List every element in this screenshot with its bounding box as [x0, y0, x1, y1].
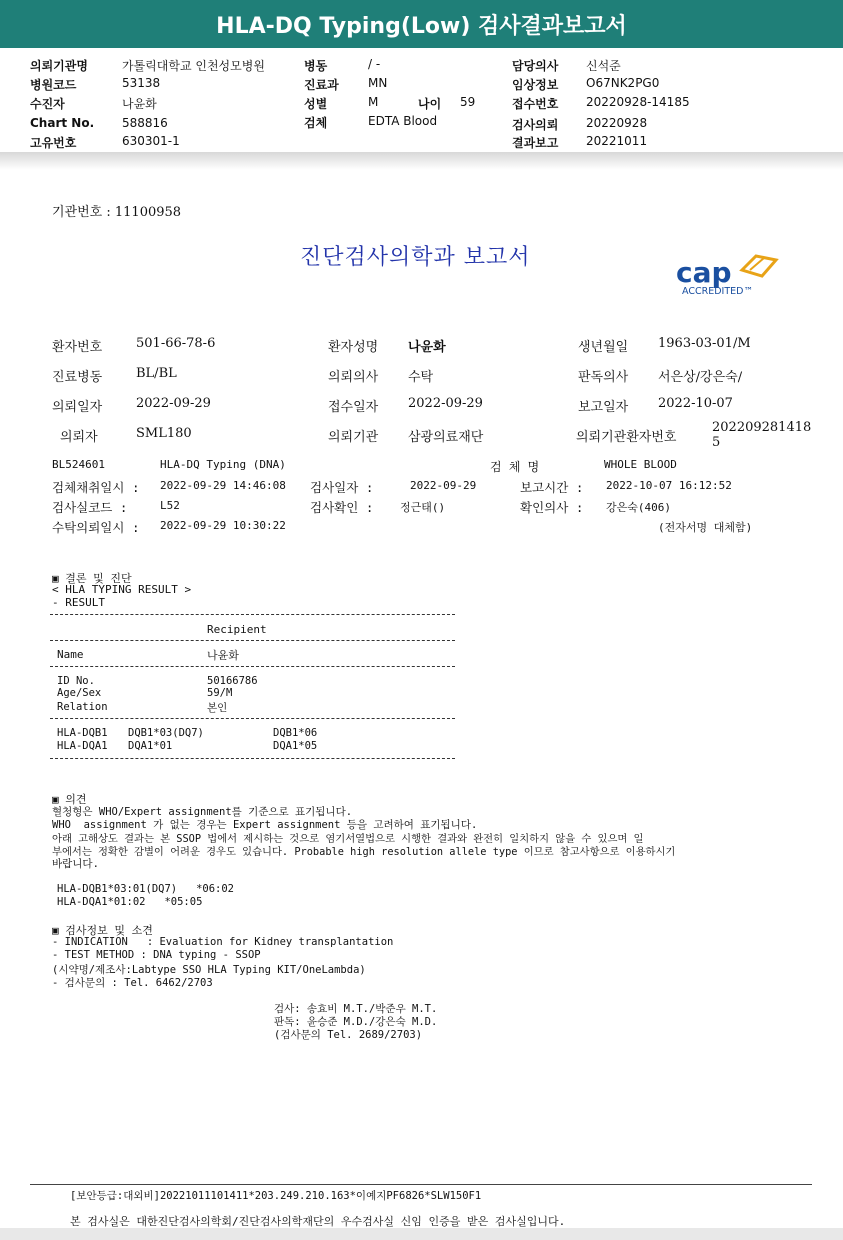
- label-requester: 의뢰기관명: [30, 59, 88, 73]
- patient-label: 의뢰기관: [328, 430, 379, 445]
- header-shadow: [0, 152, 843, 170]
- patient-label: 판독의사: [578, 370, 629, 385]
- label-dept: 진료과: [304, 78, 339, 92]
- test-name: HLA-DQ Typing (DNA): [160, 458, 286, 471]
- lab-report-title: 진단검사의학과 보고서: [300, 245, 531, 270]
- opinion-line: 아래 고해상도 결과는 본 SSOP 법에서 제시하는 것으로 염기서열법으로 시행한 결과와 완전히 일치하지 않을 수 있으며 일: [52, 833, 644, 845]
- specimen-label: 검 체 명: [490, 460, 540, 474]
- cap-accredited-logo: [672, 250, 784, 300]
- patient-value: 수탁: [408, 370, 434, 385]
- result-subheading: - RESULT: [52, 596, 105, 609]
- test-label: 검사실코드 :: [52, 500, 128, 515]
- opinion-heading: ▣ 의견: [52, 793, 87, 806]
- high-res-dqa1: HLA-DQA1*01:02 *05:05: [57, 896, 203, 908]
- value-clinical: O67NK2PG0: [586, 76, 660, 90]
- institution-number: 기관번호 : 11100958: [52, 205, 182, 220]
- patient-value: 서은상/강은숙/: [658, 370, 743, 385]
- test-code: BL524601: [52, 458, 105, 471]
- value-request-date: 20220928: [586, 116, 648, 130]
- value-specimen: EDTA Blood: [368, 114, 438, 128]
- certification-note: 본 검사실은 대한진단검사의학회/진단검사의학재단의 우수검사실 신임 인증을 받은 검사실입니다.: [70, 1215, 566, 1228]
- label-specimen: 검체: [304, 116, 328, 130]
- id-value: 50166786: [207, 675, 258, 687]
- test-value: 강은숙(406): [606, 501, 671, 514]
- value-chart-no: 588816: [122, 116, 168, 130]
- patient-label: 의뢰기관환자번호: [576, 430, 677, 445]
- id-label: ID No.: [57, 675, 95, 687]
- dqa1-allele-1: DQA1*01: [128, 740, 173, 752]
- agesex-label: Age/Sex: [57, 687, 102, 699]
- patient-value: 2022-09-29: [408, 396, 483, 411]
- value-report-date: 20221011: [586, 134, 648, 148]
- patient-value: SML180: [136, 426, 192, 441]
- label-sex: 성별: [304, 97, 328, 111]
- dqa1-label: HLA-DQA1: [57, 740, 108, 752]
- test-value: 2022-09-29 10:30:22: [160, 519, 286, 532]
- dqa1-allele-2: DQA1*05: [273, 740, 318, 752]
- divider: [50, 718, 455, 719]
- test-label: 보고시간 :: [520, 480, 584, 495]
- signer-line: 검사: 송효비 M.T./박준우 M.T.: [274, 1003, 438, 1015]
- test-label: 검사확인 :: [310, 500, 374, 515]
- patient-label: 의뢰의사: [328, 370, 379, 385]
- opinion-line: WHO assignment 가 없는 경우는 Expert assignment 등을 고려하여 표기됩니다.: [52, 819, 478, 831]
- value-sex: M: [368, 95, 379, 109]
- label-clinical: 임상정보: [512, 78, 559, 92]
- value-patient: 나윤화: [122, 97, 157, 111]
- label-patient: 수진자: [30, 97, 65, 111]
- opinion-line: 바랍니다.: [52, 858, 99, 870]
- patient-label: 환자성명: [328, 340, 379, 355]
- cap-logo-text: cap: [676, 256, 732, 289]
- patient-label: 접수일자: [328, 400, 379, 415]
- test-label: 검사일자 :: [310, 480, 374, 495]
- dqb1-allele-2: DQB1*06: [273, 727, 318, 739]
- divider: [50, 758, 455, 759]
- patient-value: 2022-10-07: [658, 396, 733, 411]
- electronic-signature-note: (전자서명 대체함): [658, 521, 753, 534]
- security-line: [보안등급:대외비]20221011101411*203.249.210.163*이예지PF6826*SLW150F1: [70, 1190, 482, 1202]
- label-request-date: 검사의뢰: [512, 118, 559, 132]
- value-doctor: 신석준: [586, 59, 621, 73]
- patient-label: 환자번호: [52, 340, 103, 355]
- patient-value: 501-66-78-6: [136, 336, 216, 351]
- agesex-value: 59/M: [207, 687, 233, 699]
- test-label: 수탁의뢰일시 :: [52, 520, 140, 535]
- footer-divider: [30, 1184, 812, 1185]
- test-label: 검체채취일시 :: [52, 480, 140, 495]
- exam-line: - TEST METHOD : DNA typing - SSOP: [52, 949, 261, 961]
- test-label: 확인의사 :: [520, 500, 584, 515]
- value-hospital-code: 53138: [122, 76, 161, 90]
- exam-line: - 검사문의 : Tel. 6462/2703: [52, 977, 213, 989]
- signer-line: (검사문의 Tel. 2689/2703): [274, 1029, 423, 1041]
- label-doctor: 담당의사: [512, 59, 559, 73]
- value-unique-no: 630301-1: [122, 134, 180, 148]
- label-hospital-code: 병원코드: [30, 78, 77, 92]
- test-value: 2022-09-29 14:46:08: [160, 479, 286, 492]
- test-value: 정근태(): [400, 501, 446, 514]
- label-unique-no: 고유번호: [30, 136, 77, 150]
- patient-label: 의뢰자: [60, 430, 98, 445]
- patient-label: 보고일자: [578, 400, 629, 415]
- label-ward: 병동: [304, 59, 328, 73]
- test-value: L52: [160, 499, 180, 512]
- name-value: 나윤화: [207, 649, 239, 662]
- bottom-bar: [0, 1228, 843, 1240]
- test-value: 2022-10-07 16:12:52: [606, 479, 732, 492]
- opinion-line: 부에서는 정확한 감별이 어려운 경우도 있습니다. Probable high resolution allele type 이므로 참고사항으로 이용하시기: [52, 846, 676, 858]
- header-info: [0, 48, 843, 158]
- exam-line: - INDICATION : Evaluation for Kidney transplantation: [52, 936, 394, 948]
- patient-value: 2022-09-29: [136, 396, 211, 411]
- dqb1-label: HLA-DQB1: [57, 727, 108, 739]
- opinion-line: 혈청형은 WHO/Expert assignment를 기준으로 표기됩니다.: [52, 806, 353, 818]
- value-dept: MN: [368, 76, 388, 90]
- label-age: 나이: [418, 97, 442, 111]
- dqb1-allele-1: DQB1*03(DQ7): [128, 727, 204, 739]
- specimen-value: WHOLE BLOOD: [604, 458, 677, 471]
- divider: [50, 666, 455, 667]
- divider: [50, 640, 455, 641]
- value-requester: 가톨릭대학교 인천성모병원: [122, 59, 265, 73]
- report-title: HLA-DQ Typing(Low) 검사결과보고서: [216, 13, 627, 39]
- result-heading: ▣ 결론 및 진단: [52, 572, 132, 585]
- patient-label: 생년월일: [578, 340, 629, 355]
- patient-value: 삼광의료재단: [408, 430, 484, 445]
- test-value: 2022-09-29: [410, 479, 477, 492]
- cap-logo-sub: ACCREDITED™: [682, 286, 753, 297]
- exam-line: (시약명/제조사:Labtype SSO HLA Typing KIT/OneLambda): [52, 964, 366, 976]
- patient-value: 202209281418: [712, 420, 812, 435]
- exam-heading: ▣ 검사정보 및 소견: [52, 924, 153, 937]
- label-receipt-no: 접수번호: [512, 97, 559, 111]
- divider: [50, 614, 455, 615]
- patient-label: 진료병동: [52, 370, 103, 385]
- relation-label: Relation: [57, 701, 108, 713]
- high-res-dqb1: HLA-DQB1*03:01(DQ7) *06:02: [57, 883, 235, 895]
- relation-value: 본인: [207, 702, 228, 714]
- label-chart-no: Chart No.: [30, 116, 95, 130]
- label-report-date: 결과보고: [512, 136, 559, 150]
- value-ward: / -: [368, 57, 381, 71]
- name-label: Name: [57, 648, 84, 661]
- patient-value: 5: [712, 435, 721, 450]
- value-age: 59: [460, 95, 476, 109]
- patient-label: 의뢰일자: [52, 400, 103, 415]
- recipient-header: Recipient: [207, 623, 267, 636]
- patient-value: 나윤화: [408, 340, 446, 355]
- value-receipt-no: 20220928-14185: [586, 95, 690, 109]
- result-subheading: < HLA TYPING RESULT >: [52, 583, 192, 596]
- report-title-bar: [0, 0, 843, 48]
- signer-line: 판독: 윤승준 M.D./강은숙 M.D.: [274, 1016, 438, 1028]
- patient-value: BL/BL: [136, 366, 177, 381]
- patient-value: 1963-03-01/M: [658, 336, 751, 351]
